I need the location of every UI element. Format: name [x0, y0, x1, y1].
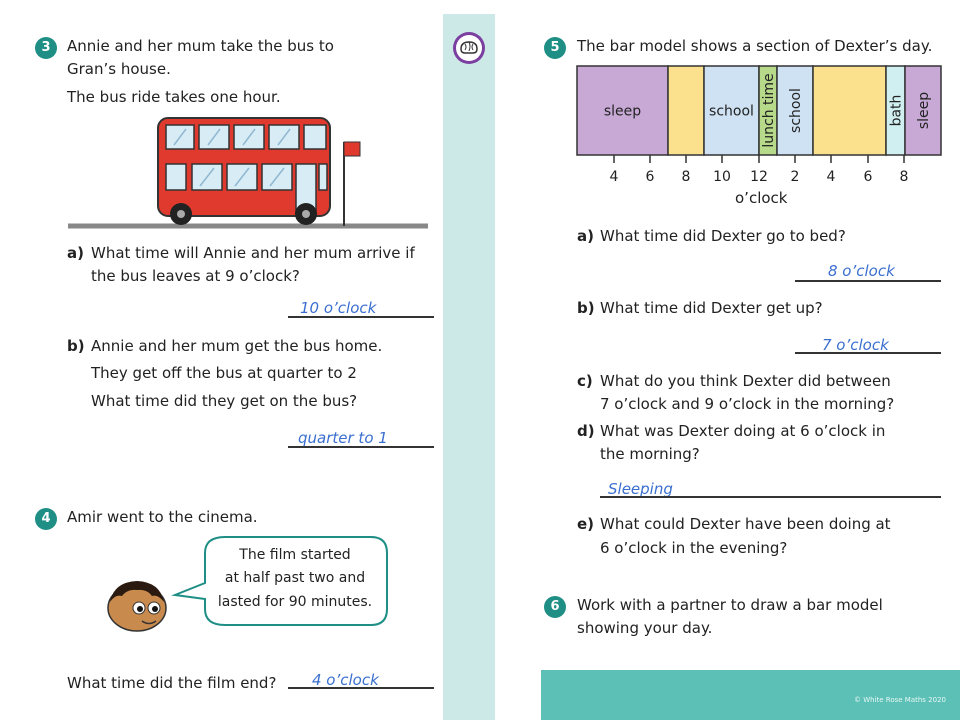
bar-axis-label: o’clock	[735, 189, 788, 207]
q5e-line1: What could Dexter have been doing at	[600, 515, 891, 533]
q5c-line1: What do you think Dexter did between	[600, 372, 891, 390]
q5a-answer-line	[795, 280, 941, 282]
bar-segment-label: sleep	[916, 91, 932, 130]
bubble-line1: The film started	[239, 547, 351, 563]
q5a-question: What time did Dexter go to bed?	[600, 227, 846, 245]
page-divider	[443, 14, 495, 720]
q3a-line1: What time will Annie and her mum arrive if	[91, 244, 415, 262]
q5b-answer-line	[795, 352, 941, 354]
q3-intro-line1: Annie and her mum take the bus to	[67, 37, 334, 55]
bar-segment-label: bath	[888, 94, 905, 127]
bar-segment-2	[668, 66, 704, 155]
question-4-badge: 4	[35, 508, 57, 530]
q6-line2: showing your day.	[577, 619, 713, 637]
q3b-line3: What time did they get on the bus?	[91, 392, 358, 410]
tick-label: 12	[750, 169, 768, 185]
q3-intro-line3: The bus ride takes one hour.	[67, 88, 281, 106]
tick-label: 4	[826, 169, 836, 185]
bus-illustration	[66, 112, 432, 234]
bar-segment-label: school	[788, 88, 804, 133]
q5d-line2: the morning?	[600, 445, 700, 463]
boy-face-icon	[104, 578, 170, 634]
q5b-letter: b)	[577, 299, 595, 317]
tick-label: 10	[713, 169, 731, 185]
q4-answer-line	[288, 687, 434, 689]
q3a-line2: the bus leaves at 9 o’clock?	[91, 267, 300, 285]
q5c-line2: 7 o’clock and 9 o’clock in the morning?	[600, 395, 895, 413]
q3b-line2: They get off the bus at quarter to 2	[91, 364, 357, 382]
tick-label: 2	[790, 169, 800, 185]
tick-label: 6	[645, 169, 655, 185]
q3b-answer[interactable]: quarter to 1	[298, 429, 388, 447]
bar-segment-6	[813, 66, 886, 155]
q5e-letter: e)	[577, 515, 595, 533]
q5d-letter: d)	[577, 422, 595, 440]
tick-label: 4	[609, 169, 619, 185]
q5e-line2: 6 o’clock in the evening?	[600, 539, 788, 557]
question-6-badge: 6	[544, 596, 566, 618]
q4-intro: Amir went to the cinema.	[67, 508, 258, 526]
q3a-answer-line	[288, 316, 434, 318]
tick-label: 6	[863, 169, 873, 185]
q3-intro-line2: Gran’s house.	[67, 60, 171, 78]
brain-icon	[451, 30, 487, 66]
q6-line1: Work with a partner to draw a bar model	[577, 596, 883, 614]
bar-segment-label: school	[709, 103, 754, 120]
tick-label: 8	[681, 169, 691, 185]
q4-answer[interactable]: 4 o’clock	[312, 671, 379, 689]
q5c-letter: c)	[577, 372, 593, 390]
q5d-line1: What was Dexter doing at 6 o’clock in	[600, 422, 886, 440]
question-5-badge: 5	[544, 37, 566, 59]
q5a-answer[interactable]: 8 o’clock	[828, 262, 895, 280]
q3a-letter: a)	[67, 244, 84, 262]
q3b-letter: b)	[67, 337, 85, 355]
q5b-answer[interactable]: 7 o’clock	[822, 336, 889, 354]
q3b-line1: Annie and her mum get the bus home.	[91, 337, 383, 355]
bubble-line3: lasted for 90 minutes.	[217, 594, 373, 610]
footer-band	[541, 670, 960, 720]
q5d-answer[interactable]: Sleeping	[608, 480, 673, 498]
q5a-letter: a)	[577, 227, 594, 245]
q5-intro: The bar model shows a section of Dexter’s day.	[577, 37, 933, 55]
bar-segment-label: sleep	[603, 103, 642, 120]
bar-segment-label: lunch time	[761, 73, 777, 148]
bubble-line2: at half past two and	[224, 570, 366, 586]
question-3-badge: 3	[35, 37, 57, 59]
q3b-answer-line	[288, 446, 434, 448]
q5d-answer-line	[600, 496, 941, 498]
q3a-answer[interactable]: 10 o’clock	[300, 299, 377, 317]
tick-label: 8	[899, 169, 909, 185]
copyright-text: © White Rose Maths 2020	[853, 696, 946, 704]
q4-question: What time did the film end?	[67, 674, 277, 692]
q5b-question: What time did Dexter get up?	[600, 299, 823, 317]
